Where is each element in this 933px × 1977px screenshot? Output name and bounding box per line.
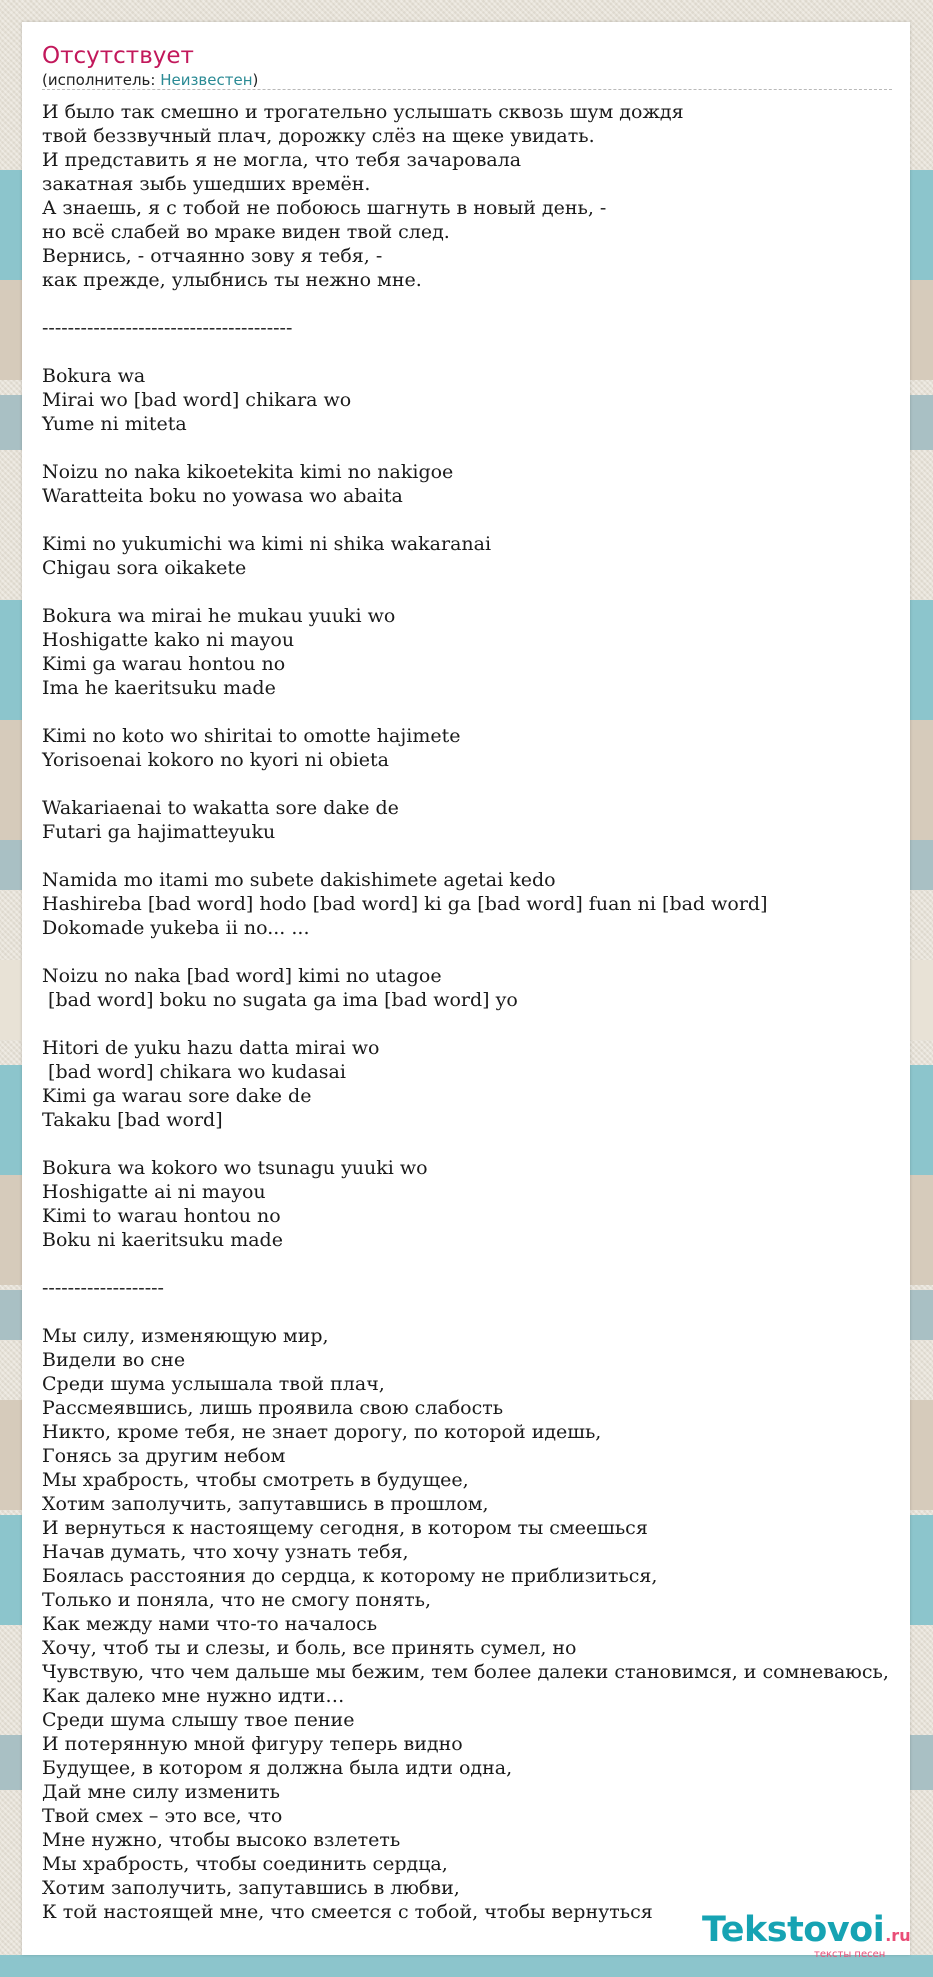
blank-line — [42, 292, 922, 316]
lyric-line: Takaku [bad word] — [42, 1109, 223, 1131]
lyric-line: Bokura wa kokoro wo tsunagu yuuki wo — [42, 1157, 428, 1179]
lyric-line: Boku ni kaeritsuku made — [42, 1229, 283, 1251]
lyric-line: Noizu no naka kikoetekita kimi no nakigoe — [42, 461, 454, 483]
site-logo[interactable] — [702, 1910, 911, 1960]
lyric-line: Kimi no koto wo shiritai to omotte hajimete — [42, 725, 461, 747]
lyric-line: Как между нами что-то началось — [42, 1613, 378, 1635]
lyric-line: И представить я не могла, что тебя зачаровала — [42, 149, 522, 171]
lyric-line: Yorisoenai kokoro no kyori ni obieta — [42, 749, 389, 771]
lyric-line: Kimi ga warau sore dake de — [42, 1085, 312, 1107]
lyric-line: Как далеко мне нужно идти… — [42, 1685, 345, 1707]
lyric-line: Никто, кроме тебя, не знает дорогу, по которой идешь, — [42, 1421, 602, 1443]
blank-line — [42, 940, 922, 964]
lyric-line: Ima he kaeritsuku made — [42, 677, 276, 699]
lyric-line: Видели во сне — [42, 1349, 186, 1371]
lyric-line: --------------------------------------- — [42, 317, 293, 339]
lyric-line: И потерянную мной фигуру теперь видно — [42, 1733, 463, 1755]
lyric-line: [bad word] boku no sugata ga ima [bad word] yo — [42, 989, 518, 1011]
lyric-line: Вернись, - отчаянно зову я тебя, - — [42, 245, 383, 267]
lyric-line: Hashireba [bad word] hodo [bad word] ki ga [bad word] fuan ni [bad word] — [42, 893, 768, 915]
lyric-line: Мы силу, изменяющую мир, — [42, 1325, 329, 1347]
blank-line — [42, 436, 922, 460]
artist-link[interactable]: Неизвестен — [160, 71, 253, 89]
title-divider — [42, 89, 892, 90]
lyric-line: Noizu no naka [bad word] kimi no utagoe — [42, 965, 442, 987]
lyric-line: Хотим заполучить, запутавшись в любви, — [42, 1877, 460, 1899]
song-title: Отсутствует — [42, 43, 194, 69]
lyric-line: Хочу, чтоб ты и слезы, и боль, все принять сумел, но — [42, 1637, 577, 1659]
blank-line — [42, 1132, 922, 1156]
lyric-line: Futari ga hajimatteyuku — [42, 821, 276, 843]
lyric-line: Среди шума слышу твое пение — [42, 1709, 355, 1731]
lyric-line: И вернуться к настоящему сегодня, в котором ты смеешься — [42, 1517, 648, 1539]
logo-name: Tekstovoi — [702, 1910, 885, 1950]
lyric-line: Chigau sora oikakete — [42, 557, 247, 579]
lyric-line: Hoshigatte kako ni mayou — [42, 629, 295, 651]
blank-line — [42, 844, 922, 868]
blank-line — [42, 340, 922, 364]
blank-line — [42, 580, 922, 604]
lyric-line: Мне нужно, чтобы высоко взлететь — [42, 1829, 401, 1851]
lyric-line: закатная зыбь ушедших времён. — [42, 173, 371, 195]
lyric-line: Рассмеявшись, лишь проявила свою слабость — [42, 1397, 504, 1419]
lyric-line: как прежде, улыбнись ты нежно мне. — [42, 269, 422, 291]
lyric-line: Kimi no yukumichi wa kimi ni shika wakaranai — [42, 533, 492, 555]
lyric-line: твой беззвучный плач, дорожку слёз на щеке увидать. — [42, 125, 595, 147]
lyric-line: Начав думать, что хочу узнать тебя, — [42, 1541, 409, 1563]
blank-line — [42, 772, 922, 796]
artist-suffix: ) — [252, 71, 259, 89]
logo-tagline: тексты песен — [814, 1949, 886, 1960]
lyric-line: Hitori de yuku hazu datta mirai wo — [42, 1037, 380, 1059]
lyric-line: Yume ni miteta — [42, 413, 187, 435]
artist-prefix: (исполнитель: — [42, 71, 161, 89]
lyric-line: К той настоящей мне, что смеется с тобой, чтобы вернуться — [42, 1901, 653, 1923]
lyrics-card — [22, 22, 911, 1960]
lyric-line: Bokura wa mirai he mukau yuuki wo — [42, 605, 396, 627]
lyric-line: Kimi ga warau hontou no — [42, 653, 286, 675]
lyric-line: Mirai wo [bad word] chikara wo — [42, 389, 352, 411]
lyric-line: [bad word] chikara wo kudasai — [42, 1061, 346, 1083]
lyric-line: Среди шума услышала твой плач, — [42, 1373, 385, 1395]
lyrics-text — [42, 100, 922, 1924]
lyric-line: Hoshigatte ai ni mayou — [42, 1181, 266, 1203]
artist-line — [42, 70, 258, 90]
blank-line — [42, 508, 922, 532]
lyric-line: Dokomade yukeba ii no... ... — [42, 917, 310, 939]
lyric-line: Wakariaenai to wakatta sore dake de — [42, 797, 399, 819]
lyric-line: Твой смех – это все, что — [42, 1805, 283, 1827]
lyric-line: но всё слабей во мраке виден твой след. — [42, 221, 450, 243]
lyric-line: А знаешь, я с тобой не побоюсь шагнуть в новый день, - — [42, 197, 607, 219]
background-stripe — [0, 1955, 933, 1977]
lyric-line: Хотим заполучить, запутавшись в прошлом, — [42, 1493, 489, 1515]
lyric-line: И было так смешно и трогательно услышать сквозь шум дождя — [42, 101, 684, 123]
lyric-line: Namida mo itami mo subete dakishimete agetai kedo — [42, 869, 556, 891]
lyric-line: Мы храбрость, чтобы смотреть в будущее, — [42, 1469, 469, 1491]
blank-line — [42, 1300, 922, 1324]
lyric-line: Waratteita boku no yowasa wo abaita — [42, 485, 403, 507]
lyric-line: Дай мне силу изменить — [42, 1781, 281, 1803]
lyric-line: Боялась расстояния до сердца, к которому не приблизиться, — [42, 1565, 658, 1587]
lyric-line: Гонясь за другим небом — [42, 1445, 286, 1467]
logo-tld: .ru — [885, 1926, 911, 1945]
lyric-line: Мы храбрость, чтобы соединить сердца, — [42, 1853, 448, 1875]
lyric-line: Bokura wa — [42, 365, 146, 387]
blank-line — [42, 1252, 922, 1276]
blank-line — [42, 1012, 922, 1036]
lyric-line: Только и поняла, что не смогу понять, — [42, 1589, 431, 1611]
blank-line — [42, 700, 922, 724]
lyric-line: Kimi to warau hontou no — [42, 1205, 281, 1227]
lyric-line: ------------------- — [42, 1277, 164, 1299]
lyric-line: Будущее, в котором я должна была идти одна, — [42, 1757, 513, 1779]
lyric-line: Чувствую, что чем дальше мы бежим, тем более далеки становимся, и сомневаюсь, — [42, 1661, 889, 1683]
